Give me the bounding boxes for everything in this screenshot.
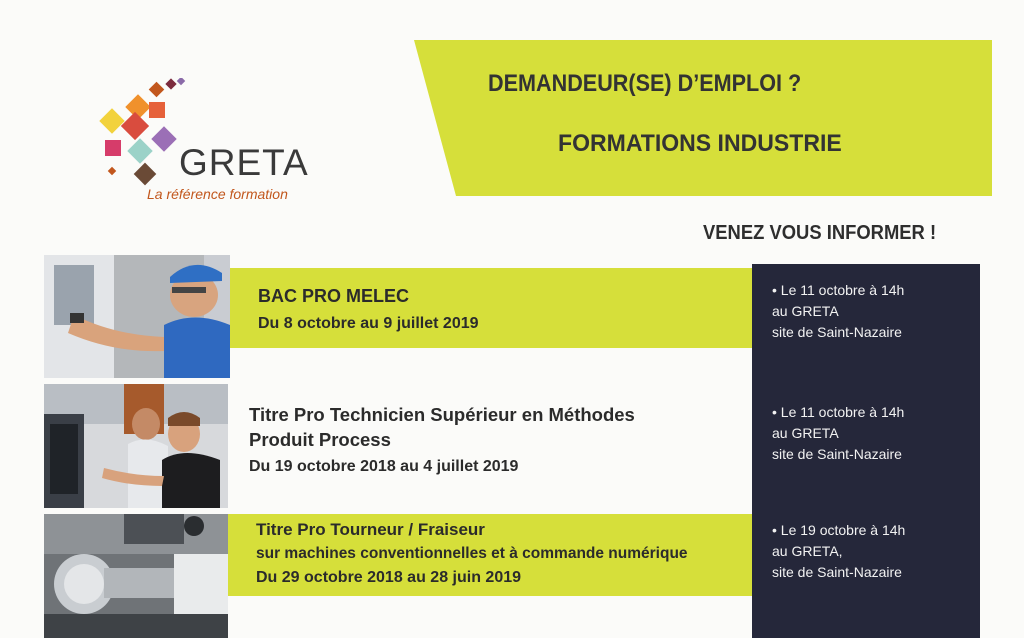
electrician-photo (44, 255, 230, 378)
banner-question: DEMANDEUR(SE) D’EMPLOI ? (488, 70, 802, 97)
course-1-title: BAC PRO MELEC (258, 286, 410, 306)
course-3-info-site: site de Saint-Nazaire (772, 564, 902, 580)
logo-tagline: La référence formation (147, 186, 288, 202)
course-2-info-date: • Le 11 octobre à 14h (772, 404, 905, 420)
lathe-machine-photo (44, 514, 228, 638)
course-2-info-site: site de Saint-Nazaire (772, 446, 902, 462)
course-3-title (256, 518, 688, 566)
logo-name: GRETA (179, 142, 309, 183)
course-band-1 (230, 268, 752, 348)
technicians-computer-photo (44, 384, 228, 508)
call-to-action: VENEZ VOUS INFORMER ! (703, 222, 937, 244)
course-1-info (772, 280, 972, 343)
greta-logo (85, 78, 325, 208)
course-2-title (249, 402, 635, 452)
course-2-info (772, 402, 972, 465)
course-2-info-place: au GRETA (772, 425, 839, 441)
course-3-title-line2: sur machines conventionnelles et à commande numérique (256, 545, 688, 562)
course-3-dates: Du 29 octobre 2018 au 28 juin 2019 (256, 569, 522, 586)
course-3-info (772, 520, 972, 583)
course-1-info-date: • Le 11 octobre à 14h (772, 282, 905, 298)
course-2-dates: Du 19 octobre 2018 au 4 juillet 2019 (249, 458, 519, 475)
course-1-info-place: au GRETA (772, 303, 839, 319)
course-2-title-line2: Produit Process (249, 429, 391, 450)
course-3-info-date: • Le 19 octobre à 14h (772, 522, 906, 538)
course-2-title-line1: Titre Pro Technicien Supérieur en Méthodes (249, 404, 635, 425)
course-1-dates: Du 8 octobre au 9 juillet 2019 (258, 315, 479, 332)
banner-subtitle: FORMATIONS INDUSTRIE (558, 130, 842, 157)
course-1-info-site: site de Saint-Nazaire (772, 324, 902, 340)
header-banner (414, 40, 992, 196)
course-3-info-place: au GRETA, (772, 543, 843, 559)
course-3-title-line1: Titre Pro Tourneur / Fraiseur (256, 520, 485, 539)
